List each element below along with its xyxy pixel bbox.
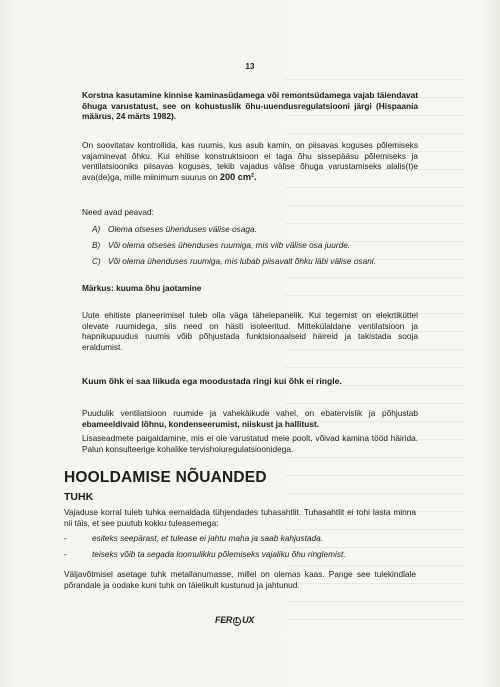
warning-line: Kuum õhk ei saa liikuda ega moodustada ringi kui õhk ei ringle. bbox=[82, 376, 342, 386]
note-heading: Märkus: kuuma õhu jaotamine bbox=[82, 283, 202, 293]
option-a bbox=[92, 224, 257, 234]
bullet-text: teiseks võib ta segada loomulikku põlemiseks vajaliku õhu ringlemist. bbox=[92, 549, 346, 559]
minimum-area: 200 cm². bbox=[219, 171, 257, 182]
brand-logo bbox=[215, 615, 254, 625]
option-b bbox=[92, 240, 350, 250]
option-text: Olema otseses ühenduses välise osaga. bbox=[108, 224, 257, 234]
option-text: Või olema ühenduses ruumiga, mis lubab piisavalt õhku läbi välise osani. bbox=[108, 256, 376, 266]
openings-label: Need avad peavad: bbox=[82, 207, 154, 217]
section-heading: HOOLDAMISE NÕUANDED bbox=[64, 469, 267, 486]
option-text: Või olema otseses ühenduses ruumiga, mis viib välise osa juurde. bbox=[108, 240, 351, 250]
subsection-heading: TUHK bbox=[64, 491, 94, 503]
bullet-dash: - bbox=[64, 549, 67, 559]
ventilation-paragraph bbox=[82, 408, 418, 429]
accessories-paragraph: Lisaseadmete paigaldamine, mis ei ole varustatud meie poolt, võivad kamina tööd häirida. Palun konsulteerige kohalike tervishoiuregulatsioonidega. bbox=[82, 433, 418, 454]
option-c bbox=[92, 256, 376, 266]
air-supply-text: On soovitatav kontrollida, kas ruumis, kus asub kamin, on piisavas koguses põlemiseks vajaminevat õhku. Kui ehitise konstruktsioon ei taga õhu sissepääsu põlemiseks ja ventilatsiooniks piisavas koguses, tekib vajadus välise õhuga varustamiseks alalis(t)e ava(de)ga, mille miinimum suurus on bbox=[82, 140, 418, 182]
intro-paragraph: Korstna kasutamine kinnise kaminasüdamega või remontsüdamega vajab täiendavat õhuga varustatust, see on kohustuslik õhu-uuendusregulatsiooni järgi (Hispaania määrus, 24 märts 1982). bbox=[82, 90, 418, 122]
option-key: B) bbox=[92, 240, 101, 250]
bullet-dash: - bbox=[64, 533, 67, 543]
option-key: A) bbox=[92, 224, 101, 234]
disposal-paragraph: Väljavõtmisel asetage tuhk metallanumasse, millel on olemas kaas. Pange see tulekindlale põrandale ja oodake kuni tuhk on täielikult kustunud ja jahtunud. bbox=[64, 569, 416, 590]
planning-paragraph: Uute ehitiste planeerimisel tuleb olla väga tähelepanelik. Kui tegemist on elekrtiküttel olevate ruumidega, siis need on hästi isoleeritud. Mittekülaldane ventilatsioon ja hapnikupuudus ruumis võib põhjustada funktsionaalseid häireid ja takistada sooja eraldumist. bbox=[82, 310, 418, 352]
bullet-text: esiteks seepärast, et tulease ei jahtu maha ja saab kahjustada. bbox=[92, 533, 324, 543]
bullet-item bbox=[64, 533, 404, 543]
ventilation-text: Puudulik ventilatsioon ruumide ja vahekäikude vahel, on ebatervislik ja põhjustab bbox=[82, 408, 418, 418]
bullet-item bbox=[64, 549, 404, 559]
page-number: 13 bbox=[245, 62, 255, 71]
ash-paragraph: Vajaduse korral tuleb tuhka eemaldada tühjendades tuhasahtlit. Tuhasahtlit ei tohi lasta minna nii täis, et see puutub kokku tuleasemega: bbox=[64, 507, 416, 528]
logo-part: L bbox=[235, 618, 240, 625]
ventilation-consequences: ebameeldivaid lõhnu, kondenseerumist, niiskust ja hallitust. bbox=[82, 418, 319, 429]
logo-part: FER bbox=[215, 615, 233, 625]
logo-part: UX bbox=[242, 615, 254, 625]
option-key: C) bbox=[92, 256, 101, 266]
air-supply-paragraph bbox=[82, 140, 418, 182]
